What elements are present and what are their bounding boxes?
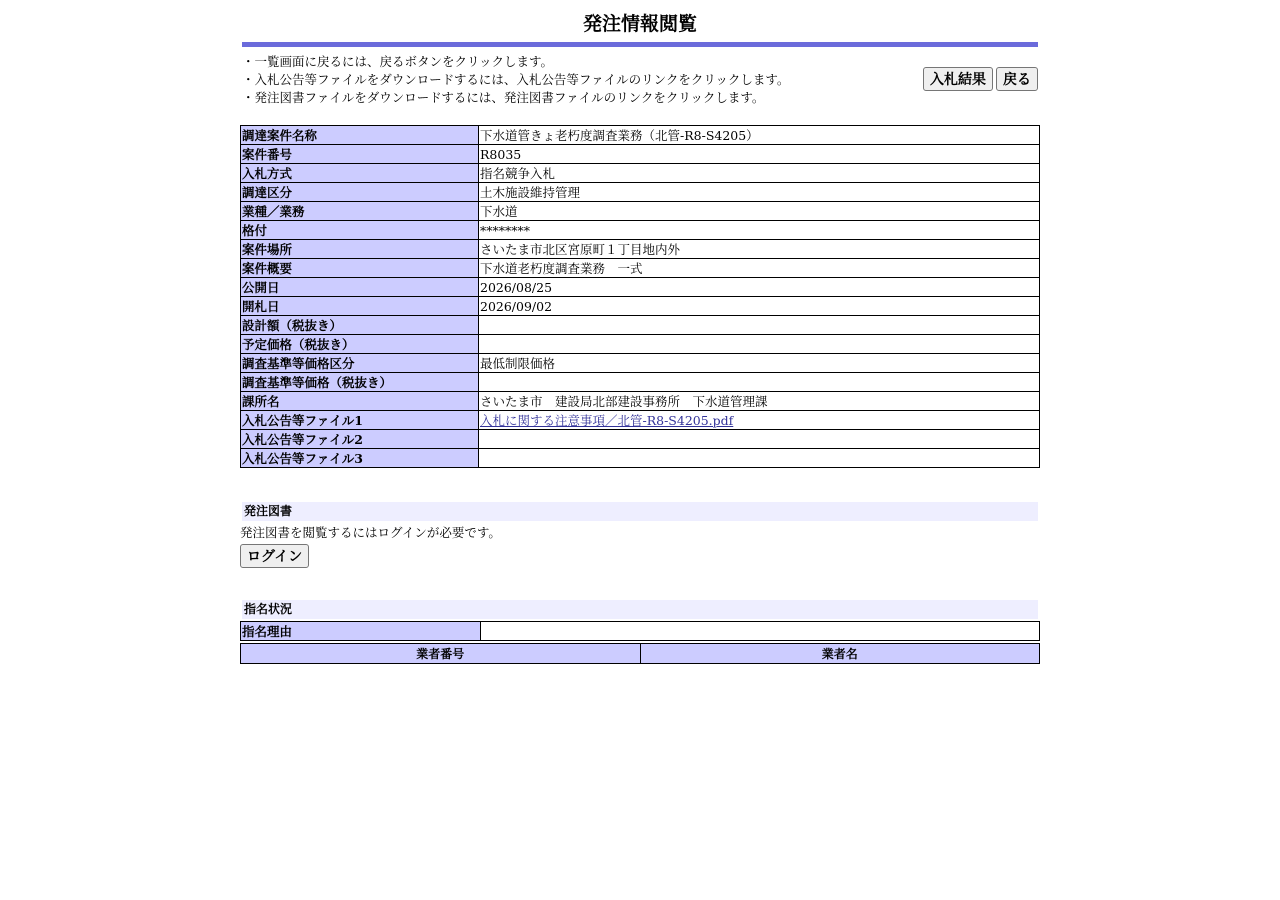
row-value: 最低制限価格 <box>479 354 1040 373</box>
row-value <box>479 335 1040 354</box>
detail-row <box>241 411 1040 430</box>
row-label: 予定価格（税抜き） <box>241 335 479 354</box>
detail-row <box>241 221 1040 240</box>
row-value: さいたま市 建設局北部建設事務所 下水道管理課 <box>479 392 1040 411</box>
row-value: 下水道 <box>479 202 1040 221</box>
detail-row <box>241 240 1040 259</box>
detail-row <box>241 297 1040 316</box>
row-value <box>479 449 1040 468</box>
row-label: 設計額（税抜き） <box>241 316 479 335</box>
row-label: 調査基準等価格区分 <box>241 354 479 373</box>
row-label: 業種／業務 <box>241 202 479 221</box>
row-label: 案件番号 <box>241 145 479 164</box>
detail-row <box>241 145 1040 164</box>
instruction-list <box>242 53 789 107</box>
row-value: さいたま市北区宮原町１丁目地内外 <box>479 240 1040 259</box>
row-value <box>479 411 1040 430</box>
detail-row <box>241 202 1040 221</box>
row-label: 案件場所 <box>241 240 479 259</box>
row-label: 調達案件名称 <box>241 126 479 145</box>
login-button[interactable]: ログイン <box>240 544 309 568</box>
row-label: 入札公告等ファイル1 <box>241 411 479 430</box>
row-label: 案件概要 <box>241 259 479 278</box>
detail-table <box>240 125 1040 468</box>
row-label: 調達区分 <box>241 183 479 202</box>
row-value: 2026/09/02 <box>479 297 1040 316</box>
nomination-reason-table <box>240 621 1040 641</box>
bid-result-button[interactable]: 入札結果 <box>923 67 993 91</box>
nomination-reason-row <box>241 622 1040 641</box>
detail-row <box>241 126 1040 145</box>
contractor-header-row <box>241 644 1040 664</box>
column-header-contractor-name: 業者名 <box>640 644 1040 664</box>
row-label: 課所名 <box>241 392 479 411</box>
contractor-table <box>240 643 1040 664</box>
row-value: 下水道老朽度調査業務 一式 <box>479 259 1040 278</box>
row-value: ******** <box>479 221 1040 240</box>
row-label: 調査基準等価格（税抜き） <box>241 373 479 392</box>
detail-row <box>241 373 1040 392</box>
row-label: 格付 <box>241 221 479 240</box>
order-docs-heading: 発注図書 <box>242 502 1038 521</box>
row-value <box>479 430 1040 449</box>
row-value <box>479 373 1040 392</box>
nomination-reason-value <box>481 622 1040 641</box>
row-value: 指名競争入札 <box>479 164 1040 183</box>
detail-row <box>241 392 1040 411</box>
back-button[interactable]: 戻る <box>996 67 1038 91</box>
detail-row <box>241 278 1040 297</box>
row-label: 入札方式 <box>241 164 479 183</box>
button-area <box>923 67 1038 91</box>
instruction-item-notice-files: ・入札公告等ファイルをダウンロードするには、入札公告等ファイルのリンクをクリックします。 <box>242 72 790 87</box>
row-value <box>479 316 1040 335</box>
spacer <box>240 468 1040 502</box>
instruction-item-back: ・一覧画面に戻るには、戻るボタンをクリックします。 <box>242 54 554 69</box>
detail-row <box>241 316 1040 335</box>
row-value: 下水道管きょ老朽度調査業務（北管-R8-S4205） <box>479 126 1040 145</box>
detail-row <box>241 335 1040 354</box>
row-label: 入札公告等ファイル3 <box>241 449 479 468</box>
page-title: 発注情報閲覧 <box>582 13 697 35</box>
row-label: 入札公告等ファイル2 <box>241 430 479 449</box>
detail-row <box>241 430 1040 449</box>
page-container <box>240 0 1040 664</box>
instructions-area <box>240 47 1040 125</box>
row-label: 開札日 <box>241 297 479 316</box>
login-required-message: 発注図書を閲覧するにはログインが必要です。 <box>240 525 501 540</box>
row-value: 2026/08/25 <box>479 278 1040 297</box>
nomination-heading: 指名状況 <box>242 600 1038 619</box>
nomination-reason-label: 指名理由 <box>241 622 481 641</box>
row-value: R8035 <box>479 145 1040 164</box>
row-value: 土木施設維持管理 <box>479 183 1040 202</box>
instruction-item-order-docs: ・発注図書ファイルをダウンロードするには、発注図書ファイルのリンクをクリックします。 <box>242 90 765 105</box>
detail-row <box>241 164 1040 183</box>
notice-file-1-link[interactable]: 入札に関する注意事項／北管-R8-S4205.pdf <box>480 413 734 428</box>
row-label: 公開日 <box>241 278 479 297</box>
detail-row <box>241 259 1040 278</box>
spacer <box>240 568 1040 600</box>
column-header-contractor-number: 業者番号 <box>241 644 641 664</box>
detail-row <box>241 183 1040 202</box>
detail-row <box>241 449 1040 468</box>
detail-row <box>241 354 1040 373</box>
